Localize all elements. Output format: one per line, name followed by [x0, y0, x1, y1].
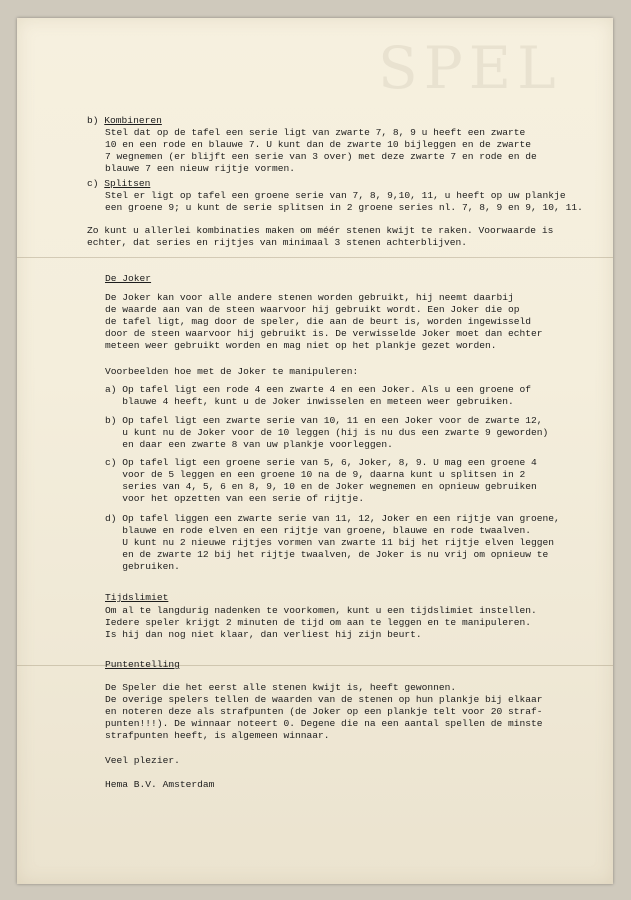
fold-line	[17, 257, 613, 258]
signature-text: Hema B.V. Amsterdam	[105, 779, 215, 790]
tijdslimiet-heading: Tijdslimiet	[105, 592, 169, 603]
section-b-body: Stel dat op de tafel een serie ligt van zwarte 7, 8, 9 u heeft een zwarte 10 en een rode en blauwe 7. U kunt dan de zwarte 10 bijleggen en de zwarte 7 wegnemen (er blijft een serie van 3 over) met deze zwarte 7 en rode en de blauwe 7 een nieuw rijtje vormen.	[105, 127, 537, 175]
example-a: a) Op tafel ligt een rode 4 een zwarte 4 en een Joker. Als u een groene of blauwe 4 heeft, kunt u de Joker inwisselen en meteen weer gebruiken.	[105, 384, 532, 408]
section-c-heading: c) Splitsen	[87, 178, 151, 189]
splitsen-title: Splitsen	[104, 178, 151, 189]
bleed-through-logo: SPEL	[378, 34, 562, 102]
combinaties-paragraph: Zo kunt u allerlei kombinaties maken om méér stenen kwijt te raken. Voorwaarde is echter, dat series en rijtjes van minimaal 3 stenen achterblijven.	[87, 225, 554, 249]
section-c-body: Stel er ligt op tafel een groene serie van 7, 8, 9,10, 11, u heeft op uw plankje een groene 9; u kunt de serie splitsen in 2 groene series nl. 7, 8, 9 en 9, 10, 11.	[105, 190, 583, 214]
example-c: c) Op tafel ligt een groene serie van 5, 6, Joker, 8, 9. U mag een groene 4 voor de 5 leggen en een groene 10 na de 9, daarna kunt u splitsen in 2 series van 4, 5, 6 en 8, 9, 10 en de Joker wegnemen en opnieuw gebruiken voor het opzetten van een serie of rijtje.	[105, 457, 537, 505]
example-b: b) Op tafel ligt een zwarte serie van 10, 11 en een Joker voor de zwarte 12, u kunt nu de Joker voor de 10 leggen (hij is nu dus een zwarte 9 geworden) en daar een zwarte 8 van uw plankje voorleggen.	[105, 415, 549, 451]
puntentelling-body: De Speler die het eerst alle stenen kwijt is, heeft gewonnen. De overige spelers tellen de waarden van de stenen op hun plankje bij elkaar en noteren deze als strafpunten (de Joker op een plankje telt voor 20 straf- punten!!!). De winnaar noteert 0. Degene die na een aantal spellen de minste strafpunten heeft, is algemeen winnaar.	[105, 682, 543, 742]
example-d: d) Op tafel liggen een zwarte serie van 11, 12, Joker en een rijtje van groene, blauwe en rode elven en een rijtje van groene, blauwe en rode twaalven. U kunt nu 2 nieuwe rijtjes vormen van zwarte 11 bij het rijtje elven leggen en de zwarte 12 bij het rijtje twaalven, de Joker is nu vrij om opnieuw te gebruiken.	[105, 513, 560, 573]
puntentelling-heading: Puntentelling	[105, 659, 180, 670]
closing-text: Veel plezier.	[105, 755, 180, 766]
tijdslimiet-body: Om al te langdurig nadenken te voorkomen, kunt u een tijdslimiet instellen. Iedere speler krijgt 2 minuten de tijd om aan te leggen en te manipuleren. Is hij dan nog niet klaar, dan verliest hij zijn beurt.	[105, 605, 537, 641]
section-b-heading: b) Kombineren	[87, 115, 162, 126]
joker-body: De Joker kan voor alle andere stenen worden gebruikt, hij neemt daarbij de waarde aan van de steen waarvoor hij gebruikt wordt. Een Joker die op de tafel ligt, mag door de speler, die aan de beurt is, worden ingewisseld door de steen waarvoor hij gebruikt is. De verwisselde Joker moet dan echter meteen weer gebruikt worden en mag niet op het plankje gezet worden.	[105, 292, 543, 352]
joker-heading: De Joker	[105, 273, 152, 284]
kombineren-title: Kombineren	[104, 115, 162, 126]
voorbeelden-intro: Voorbeelden hoe met de Joker te manipuleren:	[105, 366, 359, 377]
